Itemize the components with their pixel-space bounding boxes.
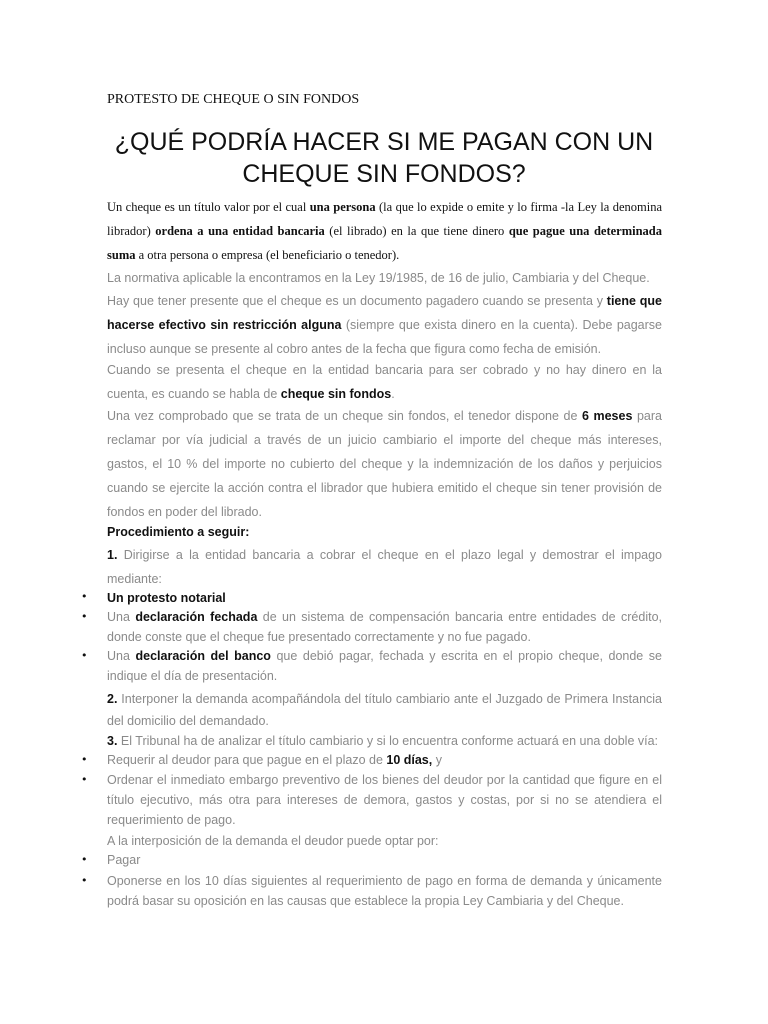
- procedimiento-heading: Procedimiento a seguir:: [107, 525, 250, 539]
- bullet-icon: •: [81, 874, 88, 887]
- step-2: 2. Interponer la demanda acompañándola del título cambiario ante el Juzgado de Primera Instancia del domicilio del demandado.: [107, 692, 662, 728]
- comprobado-paragraph: Una vez comprobado que se trata de un cheque sin fondos, el tenedor dispone de 6 meses para reclamar por vía judicial a través de un juicio cambiario el importe del cheque más intereses, gastos, el 10 % del importe no cubierto del cheque y la indemnización de los daños y perjuicios cuando se ejercite la acción contra el librador que hubiera emitido el cheque sin tener provisión de fondos en poder del librado.: [107, 409, 662, 519]
- normativa-paragraph: La normativa aplicable la encontramos en la Ley 19/1985, de 16 de julio, Cambiaria y del Cheque.: [107, 271, 650, 285]
- list-item: Pagar: [107, 853, 141, 867]
- step-3: 3. El Tribunal ha de analizar el título cambiario y si lo encuentra conforme actuará en una doble vía:: [107, 734, 659, 748]
- bullet-icon: •: [81, 610, 88, 623]
- bullet-icon: •: [81, 590, 88, 603]
- list-item: Ordenar el inmediato embargo preventivo de los bienes del deudor por la cantidad que figure en el título ejecutivo, más otra para intereses de demora, gastos y costas, por si no se atendiera el requerimiento de pago.: [107, 773, 662, 827]
- list-item: Una declaración fechada de un sistema de compensación bancaria entre entidades de crédito, donde conste que el cheque fue presentado correctamente y no fue pagado.: [107, 610, 662, 644]
- presente-paragraph: Hay que tener presente que el cheque es un documento pagadero cuando se presenta y tiene que hacerse efectivo sin restricción alguna (siempre que exista dinero en la cuenta). Debe pagarse incluso aunque se presente al cobro antes de la fecha que figura como fecha de emisión.: [107, 294, 663, 356]
- document-header: PROTESTO DE CHEQUE O SIN FONDOS: [107, 92, 360, 107]
- bullet-icon: •: [81, 753, 88, 766]
- page-title: ¿QUÉ PODRÍA HACER SI ME PAGAN CON UN CHEQUE SIN FONDOS?: [114, 128, 654, 188]
- list-item: Una declaración del banco que debió pagar, fechada y escrita en el propio cheque, donde se indique el día de presentación.: [107, 649, 663, 683]
- list-item: Oponerse en los 10 días siguientes al requerimiento de pago en forma de demanda y únicamente podrá basar su oposición en las causas que establece la propia Ley Cambiaria y del Cheque.: [107, 874, 662, 908]
- sin-fondos-paragraph: Cuando se presenta el cheque en la entidad bancaria para ser cobrado y no hay dinero en la cuenta, es cuando se habla de cheque sin fondos.: [107, 363, 662, 401]
- intro-paragraph: Un cheque es un título valor por el cual una persona (la que lo expide o emite y lo firma -la Ley la denomina librador) ordena a una entidad bancaria (el librado) en la que tiene dinero que pague una determinada suma a otra persona o empresa (el beneficiario o tenedor).: [107, 200, 663, 262]
- list-item: Requerir al deudor para que pague en el plazo de 10 días, y: [107, 753, 442, 767]
- list-item: Un protesto notarial: [107, 591, 226, 605]
- bullet-icon: •: [81, 773, 88, 786]
- interposicion-paragraph: A la interposición de la demanda el deudor puede optar por:: [107, 834, 439, 848]
- step-1: 1. Dirigirse a la entidad bancaria a cobrar el cheque en el plazo legal y demostrar el impago mediante:: [107, 548, 662, 586]
- bullet-icon: •: [81, 853, 88, 866]
- bullet-icon: •: [81, 649, 88, 662]
